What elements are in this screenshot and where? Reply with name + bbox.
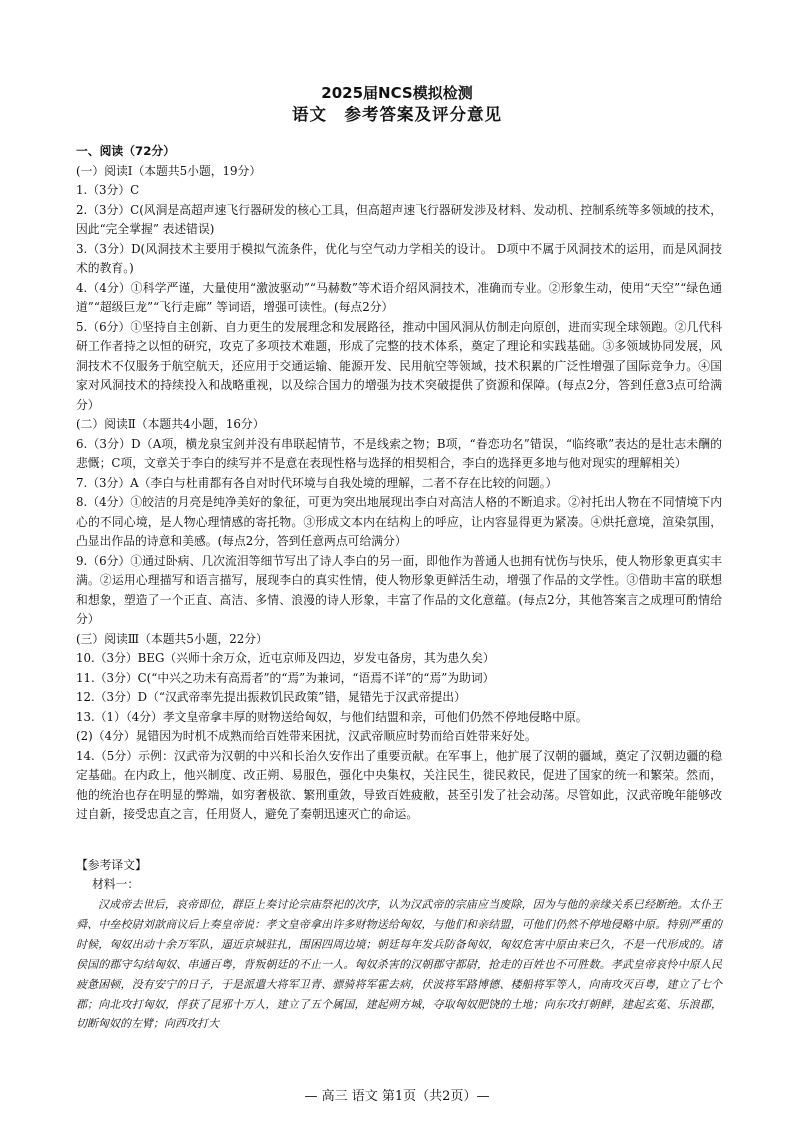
answer-item-5: 5.（6分）①坚持自主创新、自力更生的发展理念和发展路径，推动中国风洞从仿制走向原创，进而实现全球领跑。②几代科研工作者持之以恒的研究，攻克了多项技术难题，形成了完整的技术体系，奠定了理论和实践基础。③多领域协同发展，风洞技术不仅服务于航空航天，还应用于交通运输、能源开发、民用航空等领域，技术积累的广泛性增强了国际竞争力。④国家对风洞技术的持续投入和战略重视，以及综合国力的增强为技术突破提供了资源和保障。(每点2分，答到任意3点可给满分） xyxy=(76,319,722,412)
reference-translation-header xyxy=(76,856,722,894)
answer-item-12: 12.（3分）D（“汉武帝率先提出振救饥民政策”错，晁错先于汉武帝提出） xyxy=(76,690,466,704)
answer-item-2: 2.（3分）C(风洞是高超声速飞行器研发的核心工具，但高超声速飞行器研发涉及材料、发动机、控制系统等多领域的技术，因此“完全掌握” 表述错误) xyxy=(76,202,722,236)
exam-title: 2025届NCS模拟检测 xyxy=(321,84,473,102)
subsection-heading-1: (一）阅读Ⅰ（本题共5小题，19分） xyxy=(76,163,262,178)
material-label: 材料一： xyxy=(92,877,140,891)
answer-item-1: 1.（3分）C xyxy=(76,183,140,197)
subsection-heading-2: (二）阅读Ⅱ（本题共4小题，16分） xyxy=(76,417,265,431)
answer-item-3: 3.（3分）D(风洞技术主要用于模拟气流条件，优化与空气动力学相关的设计。 D项中不属于风洞技术的运用，而是风洞技术的教育。) xyxy=(76,241,722,275)
answer-item-6: 6.（3分）D（A项，横龙泉宝剑并没有串联起情节，不是线索之物；B项，“眷恋功名”错误，“临终歌”表达的是壮志未酬的悲慨；C项，文章关于李白的续写并不是意在表现性格与选择的相契相合，李白的选择更多地与他对现实的理解相关） xyxy=(76,436,722,470)
answer-item-7: 7.（3分）A（李白与杜甫都有各自对时代环境与自我处境的理解，二者不存在比较的问题。） xyxy=(76,475,558,490)
answer-item-13-1: 13.（1）（4分）孝文皇帝拿丰厚的财物送给匈奴，与他们结盟和亲，可他们仍然不停地侵略中原。 xyxy=(76,709,588,724)
answer-item-14: 14.（5分）示例：汉武帝为汉朝的中兴和长治久安作出了重要贡献。在军事上，他扩展了汉朝的疆域，奠定了汉朝边疆的稳定基础。在内政上，他兴制度、改正朔、易服色，强化中央集权，关注民生，徙民救民，促进了国家的统一和繁荣。然而，他的统治也存在明显的弊端，如穷奢极欲、繁刑重敛，导致百姓疲敝，甚至引发了社会动荡。尽管如此，汉武帝晚年能够改过自新，接受忠直之言，任用贤人，避免了秦朝迅速灭亡的命运。 xyxy=(76,748,722,821)
answer-item-4: 4.（4分）①科学严谨，大量使用“激波驱动”“马赫数”等术语介绍风洞技术，准确而专业。②形象生动，使用“天空”“绿色通道”“超级巨龙”“飞行走廊” 等词语，增强可读性。(每点2分） xyxy=(76,280,722,314)
answer-item-10: 10.（3分）BEG（兴师十余万众，近屯京师及四边，岁发屯备房，其为患久矣） xyxy=(76,651,495,665)
subsection-heading-3: (三）阅读Ⅲ（本题共5小题，22分） xyxy=(76,631,268,646)
answer-item-8: 8.（4分）①皎洁的月亮是纯净美好的象征，可更为突出地展现出李白对高洁人格的不断追求。②衬托出人物在不同情境下内心的不同心境，是人物心理情感的寄托物。③形成文本内在结构上的呼应，让内容显得更为紧凑。④烘托意境，渲染氛围，凸显出作品的诗意和美感。(每点2分，答到任意两点可给满分） xyxy=(76,495,722,548)
translation-text: 汉成帝去世后，哀帝即位，群臣上奏讨论宗庙祭祀的次序，认为汉武帝的宗庙应当废除，因为与他的亲缘关系已经断绝。太仆王舜、中垒校尉刘歆商议后上奏皇帝说：孝文皇帝拿出许多财物送给匈奴，与他们和亲结盟，可他们仍然不停地侵略中原。特别严重的时候，匈奴出动十余万军队，逼近京城驻扎，围困四周边境；朝廷每年发兵防备匈奴，匈奴危害中原由来已久，不是一代形成的。诸侯国的郡守勾结匈奴、串通百粤，背叛朝廷的不止一人。匈奴杀害的汉朝郡守都尉，抢走的百姓也不可胜数。孝武皇帝哀怜中原人民疲惫困顿，没有安宁的日子，于是派遣大将军卫青、骠骑将军霍去病，伏波将军路博德、楼船将军等人，向南攻灭百粤，建立了七个郡；向北攻打匈奴，俘获了昆邪十万人，建立了五个属国，建起朔方城，夺取匈奴肥饶的土地；向东攻打朝鲜，建起玄菟、乐浪郡，切断匈奴的左臂；向西攻打大 xyxy=(76,898,722,1031)
answers-section xyxy=(76,142,722,825)
answer-item-11: 11.（3分）C(“中兴之功未有高焉者”的“焉”为兼词，“语焉不详”的“焉”为助词） xyxy=(76,670,495,685)
answer-key-title: 语文 参考答案及评分意见 xyxy=(292,105,502,124)
answer-item-9: 9.（6分）①通过卧病、几次流泪等细节写出了诗人李白的另一面，即他作为普通人也拥有忧伤与快乐，使人物形象更真实丰满。②运用心理描写和语言描写，展现李白的真实性情，使人物形象更鲜活生动，增强了作品的文学性。③借助丰富的联想和想象，塑造了一个正直、高洁、多情、浪漫的诗人形象，丰富了作品的文化意蕴。(每点2分，其他答案言之成理可酌情给分） xyxy=(76,553,722,626)
answer-item-13-2: (2)（4分）晁错因为时机不成熟而给百姓带来困扰，汉武帝顺应时势而给百姓带来好处。 xyxy=(76,729,537,743)
section-heading-reading: 一、阅读（72分） xyxy=(76,144,175,158)
reference-heading: 【参考译文】 xyxy=(76,858,147,872)
page-footer: — 高三 语文 第1页（共2页）— xyxy=(304,1089,490,1104)
